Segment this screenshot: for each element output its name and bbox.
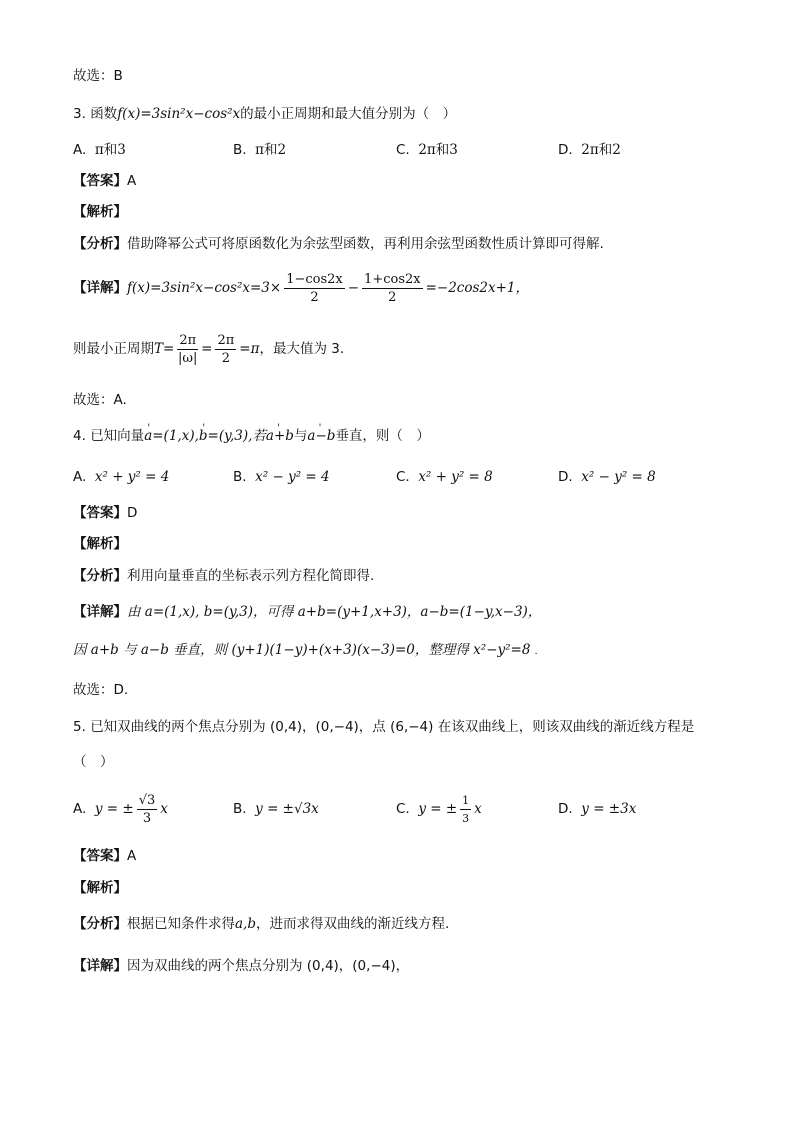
q3-conclusion: 故选：A. <box>73 392 127 408</box>
q4-option-b: B. x² − y² = 4 <box>233 469 330 485</box>
fraction: $\frac{√3}{3}$ <box>138 792 156 826</box>
q5-answer: 【答案】A <box>73 848 137 864</box>
answer-tag: 【答案】 <box>73 173 127 189</box>
q5-option-a: A. y = ± $\frac{√3}{3}$ x <box>73 792 168 826</box>
fraction: $\frac{1-\cos 2x}{2}$ <box>286 271 343 305</box>
q4-option-c: C. x² + y² = 8 <box>396 469 493 485</box>
q4-option-a: A. x² + y² = 4 <box>73 469 170 485</box>
answer-value: A <box>127 173 137 189</box>
q5-option-d: D. y = ±3x <box>558 801 637 817</box>
q3-stem-expr: f(x)=3sin²x−cos²x <box>117 106 241 122</box>
q4-detail-line1: 【详解】由 a=(1,x), b=(y,3)，可得 a+b=(y+1,x+3)，a−b=(1−y,x−3)， <box>73 604 542 620</box>
q3-analysis-tag: 【解析】 <box>73 204 127 220</box>
q4-answer: 【答案】D <box>73 505 138 521</box>
q5-option-c: C. y = ± $\frac{1}{3}$ x <box>396 793 482 825</box>
fraction: $\frac{1+\cos 2x}{2}$ <box>364 271 421 305</box>
q4-option-d: D. x² − y² = 8 <box>558 469 656 485</box>
q3-option-c: C. 2π和3 <box>396 142 458 158</box>
q3-stem-post: 的最小正周期和最大值分别为（ ） <box>240 106 457 122</box>
q3-answer <box>73 171 136 191</box>
fraction: $\frac{2\pi}{2}$ <box>217 332 235 366</box>
q3-fenxi: 【分析】借助降幂公式可将原函数化为余弦型函数，再利用余弦型函数性质计算即可得解. <box>73 236 604 252</box>
fraction: $\frac{1}{3}$ <box>462 793 470 825</box>
q5-stem: 5. 已知双曲线的两个焦点分别为 (0,4)，(0,−4)，点 (6,−4) 在该双曲线上，则该双曲线的渐近线方程是 <box>73 719 695 735</box>
q3-detail: 【详解】f(x)=3sin²x−cos²x=3× $\frac{1-\cos 2x}{2}$ − $\frac{1+\cos 2x}{2}$ =−2cos2x+1， <box>73 271 530 305</box>
q4-detail-line2: 因 a+b 与 a−b 垂直，则 (y+1)(1−y)+(x+3)(x−3)=0，整理得 x²−y²=8 . <box>73 642 538 658</box>
q4-analysis-tag: 【解析】 <box>73 536 127 552</box>
q3-stem <box>73 104 456 124</box>
q3-period: 则最小正周期T= $\frac{2\pi}{|\omega|}$ = $\frac{2\pi}{2}$ =π，最大值为 3. <box>73 332 345 366</box>
q5-analysis-tag: 【解析】 <box>73 880 127 896</box>
q3-option-b: B. π和2 <box>233 142 287 158</box>
q3-option-a: A. π和3 <box>73 142 126 158</box>
q4-conclusion: 故选：D. <box>73 682 129 698</box>
q4-fenxi: 【分析】利用向量垂直的坐标表示列方程化简即得. <box>73 568 375 584</box>
fraction: $\frac{2\pi}{|\omega|}$ <box>178 332 198 366</box>
q3-option-d: D. 2π和2 <box>558 142 621 158</box>
q5-option-b: B. y = ±√3x <box>233 801 319 817</box>
q5-detail: 【详解】因为双曲线的两个焦点分别为 (0,4)，(0,−4)， <box>73 958 410 974</box>
q3-stem-pre: 函数 <box>90 106 118 122</box>
q2-conclusion: 故选：B <box>73 68 123 84</box>
q4-stem: 4. 已知向量' a=(1,x),' b=(y,3),若' a+b与' a−b垂直，则（ ） <box>73 426 430 446</box>
q5-fenxi: 【分析】根据已知条件求得a,b，进而求得双曲线的渐近线方程. <box>73 916 450 932</box>
q3-number: 3. <box>73 106 86 122</box>
q5-stem-cont: （ ） <box>73 754 114 770</box>
